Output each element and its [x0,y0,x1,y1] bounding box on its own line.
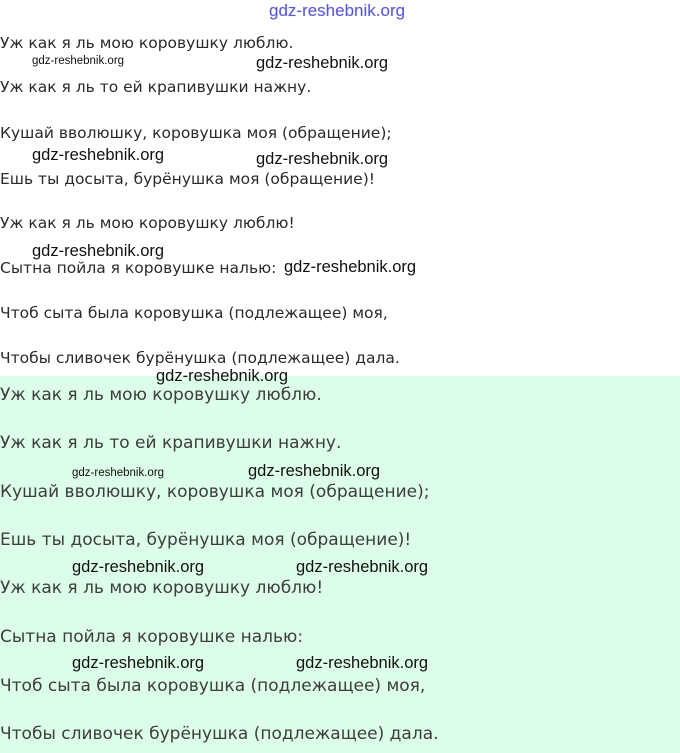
poem-line: Уж как я ль мою коровушку люблю. [0,385,322,405]
watermark: gdz-reshebnik.org [72,558,205,576]
watermark: gdz-reshebnik.org [256,54,389,72]
watermark: gdz-reshebnik.org [248,462,381,480]
poem-line: Кушай вволюшку, коровушка моя (обращение); [0,482,430,502]
header-watermark: gdz-reshebnik.org [269,1,406,20]
watermark: gdz-reshebnik.org [72,654,205,672]
poem-line: Уж как я ль мою коровушку люблю. [0,34,294,52]
poem-line: Чтобы сливочек бурёнушка (подлежащее) дала. [0,349,400,367]
watermark: gdz-reshebnik.org [256,150,389,168]
poem-line: Чтобы сливочек бурёнушка (подлежащее) дала. [0,724,439,744]
poem-line: Уж как я ль мою коровушку люблю! [0,214,295,232]
watermark: gdz-reshebnik.org [32,146,165,164]
watermark: gdz-reshebnik.org [32,55,125,67]
watermark: gdz-reshebnik.org [296,654,429,672]
watermark: gdz-reshebnik.org [284,258,417,276]
poem-line: Уж как я ль мою коровушку люблю! [0,578,324,598]
watermark: gdz-reshebnik.org [156,367,289,385]
watermark: gdz-reshebnik.org [32,242,165,260]
poem-line: Чтоб сыта была коровушка (подлежащее) моя, [0,676,426,696]
poem-line: Ешь ты досыта, бурёнушка моя (обращение)! [0,530,412,550]
poem-line: Сытна пойла я коровушке налью: [0,259,277,277]
watermark: gdz-reshebnik.org [72,467,165,479]
poem-line: Чтоб сыта была коровушка (подлежащее) моя, [0,304,388,322]
poem-line: Уж как я ль то ей крапивушки нажну. [0,78,312,96]
poem-line: Ешь ты досыта, бурёнушка моя (обращение)! [0,170,375,188]
poem-line: Сытна пойла я коровушке налью: [0,627,304,647]
poem-line: Уж как я ль то ей крапивушки нажну. [0,433,342,453]
poem-line: Кушай вволюшку, коровушка моя (обращение); [0,124,392,142]
watermark: gdz-reshebnik.org [296,558,429,576]
